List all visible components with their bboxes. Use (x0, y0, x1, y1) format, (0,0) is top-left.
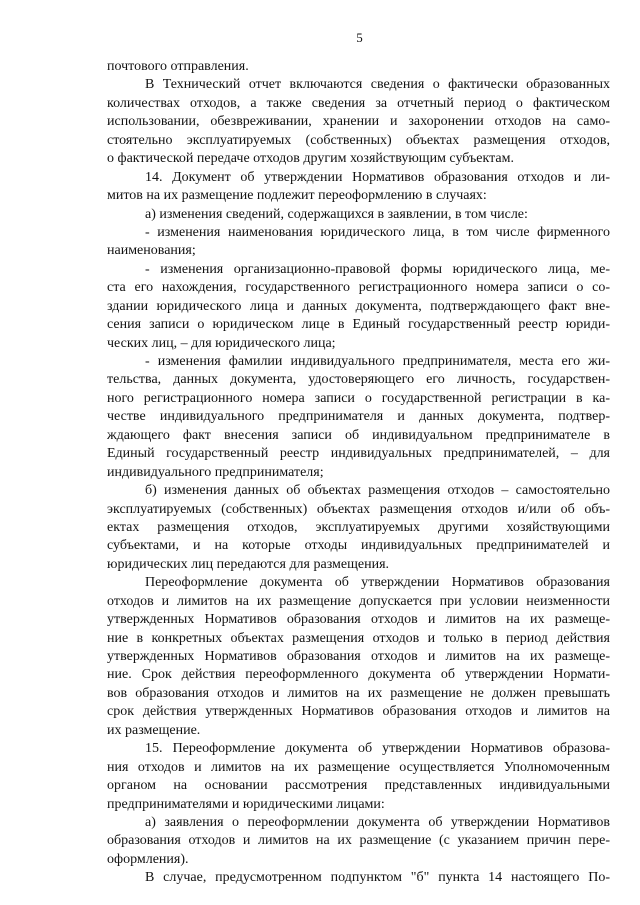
text-line: их размещение. (107, 722, 201, 738)
text-line: эксплуатируемых (собственных) объектах размещения отходов и/или об объ- (107, 501, 610, 517)
text-line: честве индивидуального предпринимателя и данных документа, подтвер- (107, 409, 610, 425)
text-line: ектах размещения отходов, эксплуатируемых другими хозяйствующими (107, 519, 610, 535)
text-line: индивидуального предпринимателя; (107, 464, 324, 480)
text-line: здании юридического лица и данных документа, подтверждающего факт вне- (107, 298, 610, 314)
text-line: использовании, обезвреживании, хранении и захоронении отходов на само- (107, 114, 610, 130)
text-line: образования отходов и лимитов на их размещение (с указанием причин пере- (107, 833, 610, 849)
text-line: отходов и лимитов на их размещение допускается при условии неизменности (107, 593, 610, 609)
text-line: наименования; (107, 243, 196, 259)
text-line: ние в конкретных объектах размещения отходов и только в период действия (107, 630, 610, 646)
text-line: субъектами, и на которые отходы индивидуальных предпринимателей и (107, 538, 610, 554)
text-line: - изменения наименования юридического лица, в том числе фирменного (145, 224, 610, 240)
text-line: сения записи о юридическом лице в Единый государственный реестр юриди- (107, 317, 610, 333)
text-line: тельства, данных документа, удостоверяющего его личность, государствен- (107, 372, 610, 388)
document-body (107, 58, 610, 888)
text-line: 15. Переоформление документа об утверждении Нормативов образова- (145, 741, 610, 757)
text-line: В Технический отчет включаются сведения о фактически образованных (145, 77, 610, 93)
text-line: почтового отправления. (107, 59, 249, 74)
text-line: срок действия утвержденных Нормативов образования отходов и лимитов на (107, 704, 610, 720)
text-line: оформления). (107, 851, 189, 867)
text-line: 14. Документ об утверждении Нормативов образования отходов и ли- (145, 169, 610, 185)
text-line: В случае, предусмотренном подпунктом "б" пункта 14 настоящего По- (145, 870, 610, 886)
text-line: митов на их размещение подлежит переоформлению в случаях: (107, 188, 487, 204)
text-line: ного регистрационного номера записи о государственной регистрации в ка- (107, 390, 610, 406)
text-line: ческих лиц, – для юридического лица; (107, 335, 336, 351)
text-line: ния отходов и лимитов на их размещение осуществляется Уполномоченным (107, 759, 610, 775)
text-line: ние. Срок действия переоформленного документа об утверждении Нормати- (107, 667, 610, 683)
page-number: 5 (356, 30, 363, 45)
text-line: юридических лиц передаются для размещения. (107, 556, 390, 572)
text-line: утвержденных Нормативов образования отходов и лимитов на их размеще- (107, 649, 610, 664)
text-line: утвержденных Нормативов образования отходов и лимитов на их размеще- (107, 612, 610, 628)
text-line: органом на основании рассмотрения представленных индивидуальными (107, 778, 610, 794)
text-line: а) заявления о переоформлении документа об утверждении Нормативов (145, 814, 610, 830)
text-line: - изменения организационно-правовой формы юридического лица, ме- (145, 261, 610, 277)
text-line: - изменения фамилии индивидуального предпринимателя, места его жи- (145, 354, 610, 369)
text-line: ста его нахождения, государственного регистрационного номера записи о со- (107, 280, 610, 296)
text-line: ждающего факт внесения записи об индивидуальном предпринимателе в (107, 427, 610, 443)
text-line: Переоформление документа об утверждении Нормативов образования (145, 575, 610, 591)
text-line: Единый государственный реестр индивидуальных предпринимателей, – для (107, 446, 610, 462)
text-line: стоятельно эксплуатируемых (собственных) объектах размещения отходов, (107, 132, 610, 148)
text-line: вов образования отходов и лимитов на их размещение не должен превышать (107, 685, 610, 701)
text-line: а) изменения сведений, содержащихся в заявлении, в том числе: (145, 206, 528, 222)
document-page (107, 30, 610, 888)
text-line: количествах отходов, а также сведения за отчетный период о фактическом (107, 95, 610, 111)
text-line: б) изменения данных об объектах размещения отходов – самостоятельно (145, 483, 610, 499)
text-line: предпринимателями и юридическими лицами: (107, 796, 385, 812)
text-line: о фактической передаче отходов другим хозяйствующим субъектам. (107, 151, 514, 167)
